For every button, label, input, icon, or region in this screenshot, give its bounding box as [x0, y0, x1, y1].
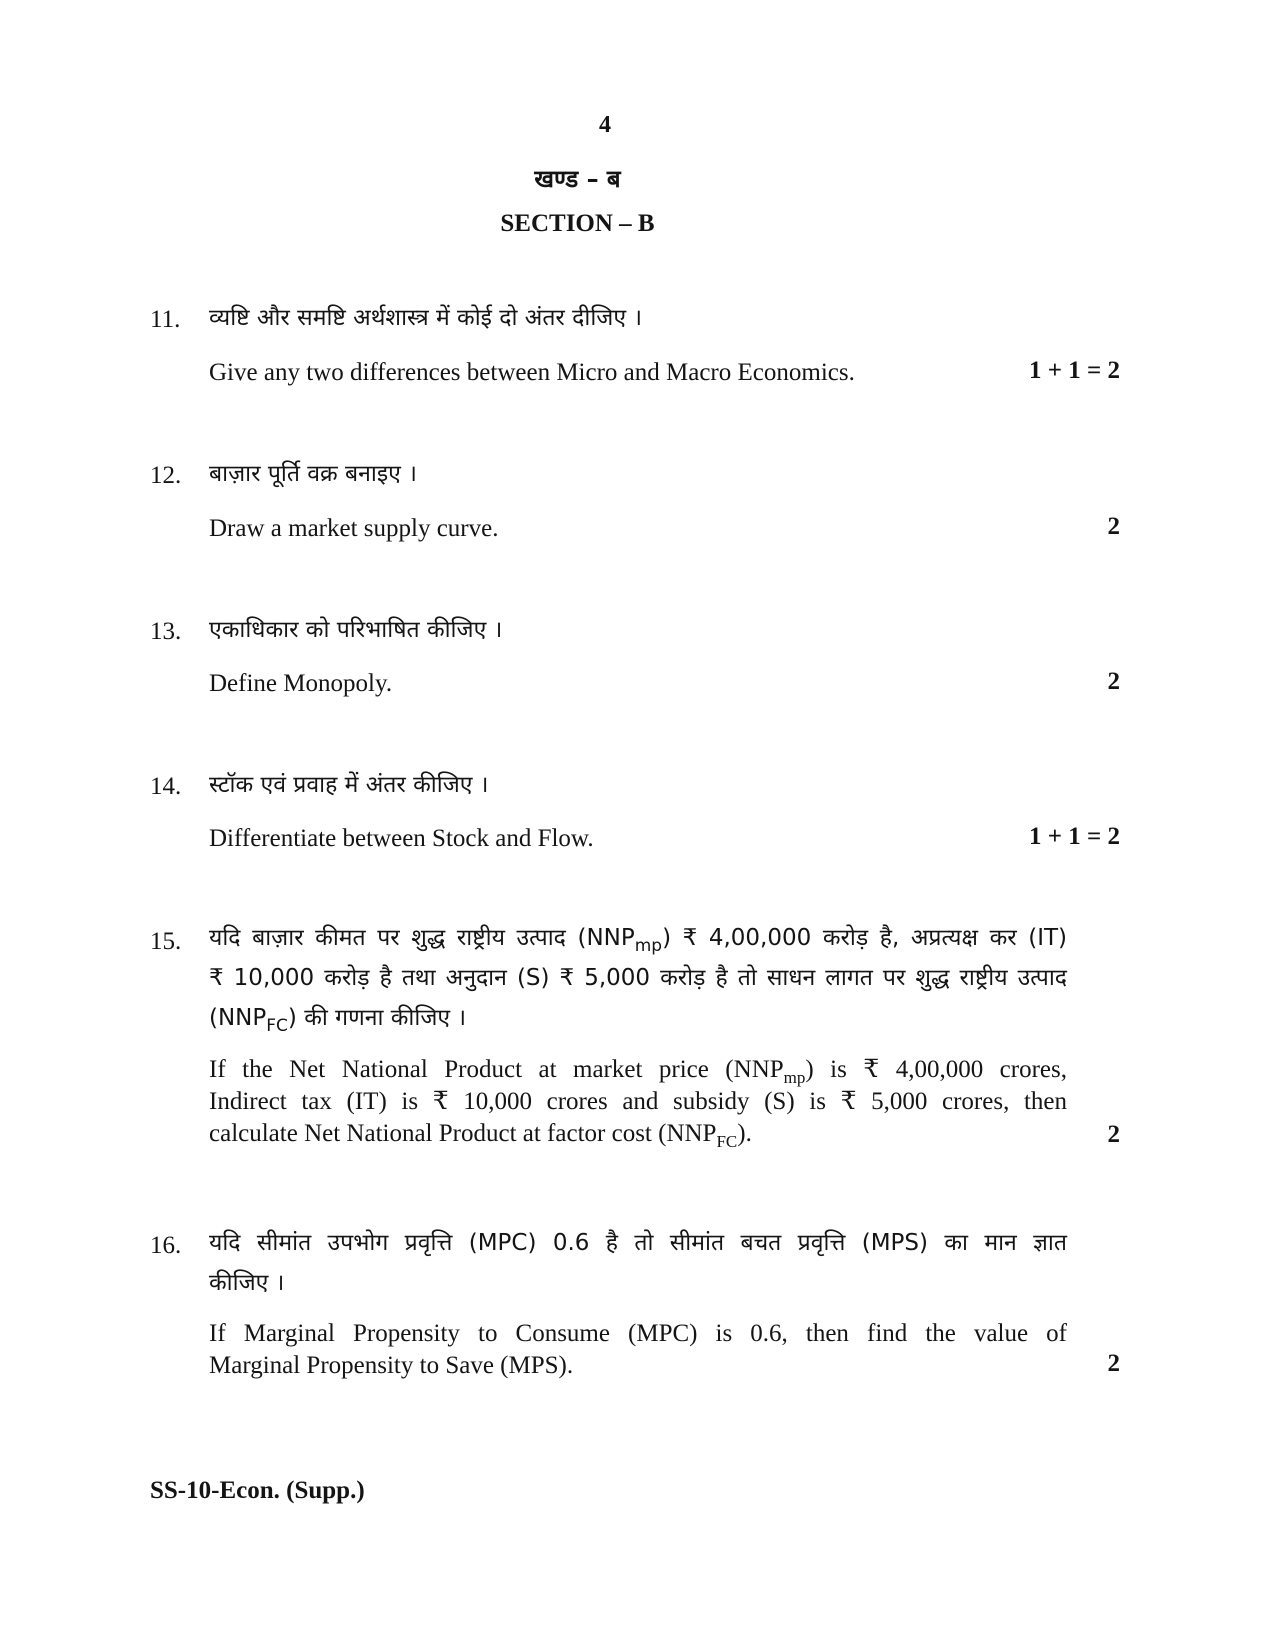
question-13-hindi: एकाधिकार को परिभाषित कीजिए । — [209, 617, 503, 643]
question-16-english-line-2: Marginal Propensity to Save (MPS). — [209, 1352, 574, 1379]
question-14-hindi: स्टॉक एवं प्रवाह में अंतर कीजिए । — [209, 772, 489, 798]
question-15-marks: 2 — [1107, 1121, 1120, 1148]
question-15-hindi-line-3: $(NNP_{FC})$ की गणना कीजिए । — [209, 1005, 467, 1036]
section-heading-hindi: खण्ड – ब — [534, 165, 621, 193]
question-12-hindi: बाज़ार पूर्ति वक्र बनाइए । — [209, 461, 417, 487]
question-number-12: 12. — [150, 462, 182, 489]
question-12-marks: 2 — [1107, 513, 1120, 540]
question-number-13: 13. — [150, 618, 182, 645]
question-number-14: 14. — [150, 773, 182, 800]
question-number-15: 15. — [150, 928, 182, 955]
question-13-english: Define Monopoly. — [209, 670, 393, 697]
question-16-marks: 2 — [1107, 1350, 1120, 1377]
question-15-english — [209, 1054, 1067, 1150]
question-14-english: Differentiate between Stock and Flow. — [209, 825, 594, 852]
question-13-marks: 2 — [1107, 668, 1120, 695]
question-16-hindi-line-1: यदि सीमांत उपभोग प्रवृत्ति (MPC) 0.6 है तो सीमांत बचत प्रवृत्ति (MPS) का मान ज्ञात — [209, 1230, 1067, 1256]
question-12-english: Draw a market supply curve. — [209, 515, 499, 542]
question-15-english-line-2: Indirect tax (IT) is ₹ 10,000 crores and subsidy (S) is ₹ 5,000 crores, then — [209, 1088, 1067, 1115]
question-number-11: 11. — [150, 306, 181, 333]
question-16-hindi-line-2: कीजिए । — [209, 1270, 285, 1296]
question-11-english: Give any two differences between Micro and Macro Economics. — [209, 359, 855, 386]
question-15-hindi — [209, 918, 1067, 1038]
question-15-hindi-line-2: ₹ 10,000 करोड़ है तथा अनुदान (S) ₹ 5,000 करोड़ है तो साधन लागत पर शुद्ध राष्ट्रीय उत्पाद — [209, 965, 1067, 991]
question-11-marks: 1 + 1 = 2 — [1029, 357, 1120, 384]
section-heading-english: SECTION – B — [500, 210, 655, 237]
question-15-english-line-1: If the Net National Product at market price $(NNP_{mp})$ is ₹ 4,00,000 crores, — [209, 1056, 1067, 1087]
question-16-hindi — [209, 1223, 1067, 1303]
question-11-hindi: व्यष्टि और समष्टि अर्थशास्त्र में कोई दो अंतर दीजिए । — [209, 305, 643, 331]
question-16-english-line-1: If Marginal Propensity to Consume (MPC) is 0.6, then find the value of — [209, 1320, 1067, 1347]
paper-code-footer: SS-10-Econ. (Supp.) — [150, 1477, 365, 1504]
question-15-hindi-line-1: यदि बाज़ार कीमत पर शुद्ध राष्ट्रीय उत्पाद $(NNP_{mp})$ ₹ 4,00,000 करोड़ है, अप्रत्यक्ष कर (IT) — [209, 925, 1068, 956]
question-16-english — [209, 1318, 1067, 1382]
question-15-english-line-3: calculate Net National Product at factor cost $(NNP_{FC})$. — [209, 1120, 752, 1151]
question-number-16: 16. — [150, 1232, 182, 1259]
page-number: 4 — [599, 112, 611, 138]
question-14-marks: 1 + 1 = 2 — [1029, 823, 1120, 850]
